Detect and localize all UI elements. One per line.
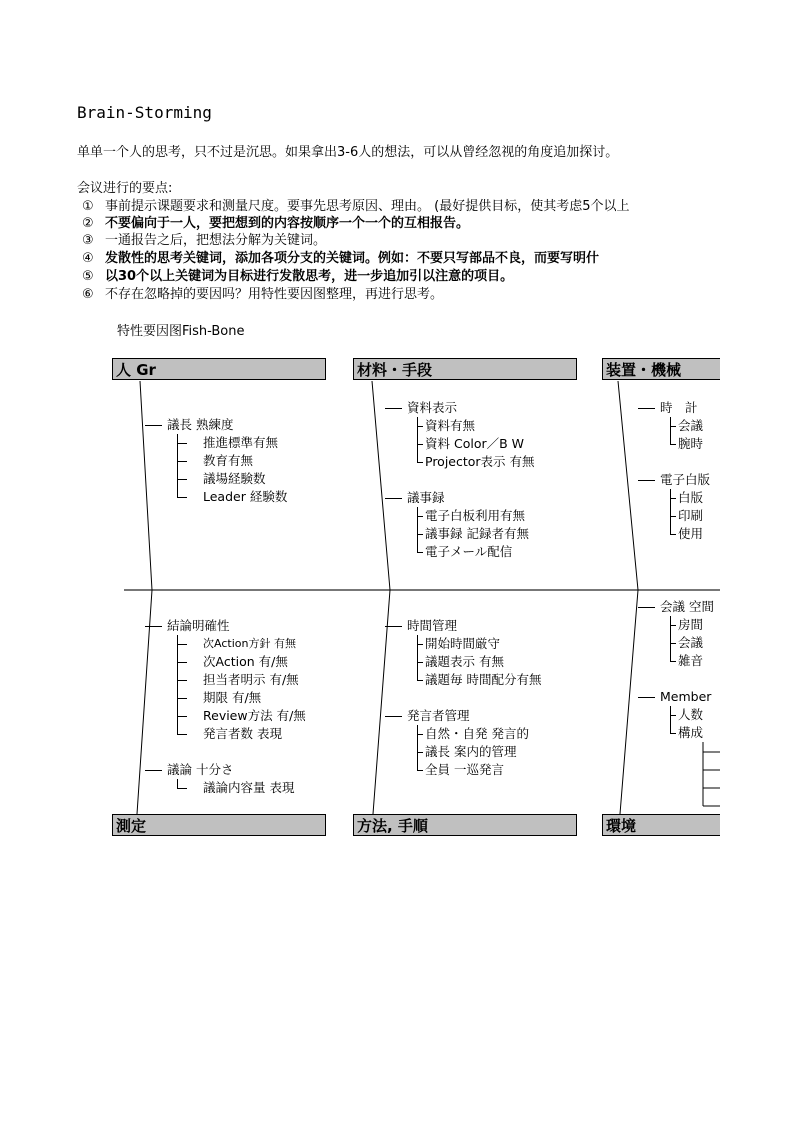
sub-branch-item: 自然・自発 発言的 bbox=[417, 725, 541, 743]
sub-branch-item: 雑音 bbox=[670, 652, 714, 670]
sub-branch-item: 次Action方針 有無 bbox=[177, 635, 306, 653]
sub-branch-list bbox=[177, 434, 287, 506]
sub-branch-item: 期限 有/無 bbox=[177, 689, 306, 707]
sub-branch-item: 会議 bbox=[670, 634, 714, 652]
point-text: 事前提示课题要求和测量尺度。要事先思考原因、理由。 (最好提供目标，使其考虑5个以上 bbox=[105, 199, 630, 214]
sub-branch-item: 担当者明示 有/無 bbox=[177, 671, 306, 689]
sub-branch-item: 議論内容量 表現 bbox=[177, 779, 306, 797]
branch-head: 議事録 bbox=[407, 489, 535, 507]
branch-people bbox=[167, 416, 287, 506]
sub-branch-item: 推進標準有無 bbox=[177, 434, 287, 452]
sub-branch-item: 議題表示 有無 bbox=[417, 653, 541, 671]
point-number: ④ bbox=[82, 251, 94, 266]
category-machine: 装置・機械 bbox=[602, 358, 720, 380]
branch-head: 結論明確性 bbox=[167, 617, 306, 635]
branch-material bbox=[407, 399, 535, 561]
point-text: 不存在忽略掉的要因吗？用特性要因图整理，再进行思考。 bbox=[105, 287, 444, 302]
sub-branch-list bbox=[670, 616, 714, 670]
sub-branch-item: 全員 一巡発言 bbox=[417, 761, 541, 779]
sub-branch-item: 構成 bbox=[670, 724, 714, 742]
point-number: ① bbox=[82, 199, 94, 214]
point-number: ② bbox=[82, 216, 94, 231]
sub-branch-item: 議場経験数 bbox=[177, 470, 287, 488]
category-measure: 測定 bbox=[112, 814, 326, 836]
point-text: 不要偏向于一人，要把想到的内容按顺序一个一个的互相报告。 bbox=[105, 216, 470, 231]
sub-branch-list bbox=[417, 635, 541, 689]
bone-machine-environment bbox=[618, 381, 638, 814]
sub-branch-list bbox=[670, 706, 714, 742]
sub-branch-list bbox=[417, 507, 535, 561]
sub-branch-list bbox=[417, 725, 541, 779]
branch-machine bbox=[660, 399, 710, 543]
point-text: 发散性的思考关键词，添加各项分支的关键词。例如：不要只写部品不良，而要写明什 bbox=[105, 251, 600, 266]
sub-branch-item: 資料 Color／B W bbox=[417, 435, 535, 453]
branch-head: 時間管理 bbox=[407, 617, 541, 635]
branch-environment bbox=[660, 598, 714, 742]
sub-branch-item: 議長 案内的管理 bbox=[417, 743, 541, 761]
sub-branch-item: 腕時 bbox=[670, 435, 710, 453]
sub-branch-item: 議題毎 時間配分有無 bbox=[417, 671, 541, 689]
sub-branch-list bbox=[177, 779, 306, 797]
point-number: ⑥ bbox=[82, 287, 94, 302]
sub-branch-item: 発言者数 表現 bbox=[177, 725, 306, 743]
sub-branch-item: Review方法 有/無 bbox=[177, 707, 306, 725]
branch-head: 会議 空間 bbox=[660, 599, 714, 614]
branch-method bbox=[407, 617, 541, 779]
branch-measure bbox=[167, 617, 306, 797]
point-text: 以30个以上关键词为目标进行发散思考，进一步追加引以注意的项目。 bbox=[105, 269, 514, 284]
sub-branch-item: 議事録 記録者有無 bbox=[417, 525, 535, 543]
sub-branch-item: 電子メール配信 bbox=[417, 543, 535, 561]
sub-branch-item: 資料有無 bbox=[417, 417, 535, 435]
sub-branch-item: 印刷 bbox=[670, 507, 710, 525]
branch-head: 発言者管理 bbox=[407, 707, 541, 725]
sub-branch-list bbox=[417, 417, 535, 471]
branch-head: 議論 十分さ bbox=[167, 761, 306, 779]
sub-branch-item: Leader 経験数 bbox=[177, 488, 287, 506]
branch-head: Member bbox=[660, 688, 714, 706]
category-material: 材料・手段 bbox=[353, 358, 577, 380]
sub-branch-item: Projector表示 有無 bbox=[417, 453, 535, 471]
page-title: Brain-Storming bbox=[77, 103, 212, 122]
sub-branch-list bbox=[670, 417, 710, 453]
branch-head: 時 計 bbox=[660, 399, 710, 417]
point-number: ③ bbox=[82, 233, 94, 248]
sub-branch-list bbox=[670, 489, 710, 543]
branch-head: 資料表示 bbox=[407, 399, 535, 417]
sub-branch-item: 開始時間厳守 bbox=[417, 635, 541, 653]
points-heading: 会议进行的要点: bbox=[77, 181, 173, 196]
sub-branch-item: 次Action 有/無 bbox=[177, 653, 306, 671]
bone-people-measure bbox=[137, 381, 152, 814]
sub-branch-item: 房間 bbox=[670, 616, 714, 634]
sub-branch-item: 教育有無 bbox=[177, 452, 287, 470]
sub-branch-item: 白版 bbox=[670, 489, 710, 507]
fishbone-title: 特性要因图Fish-Bone bbox=[117, 324, 245, 339]
branch-head: 議長 熟練度 bbox=[167, 416, 287, 434]
intro-paragraph: 单单一个人的思考，只不过是沉思。如果拿出3-6人的想法，可以从曾经忽视的角度追加探讨。 bbox=[77, 145, 619, 160]
sub-branch-item: 会議 bbox=[670, 417, 710, 435]
point-text: 一通报告之后，把想法分解为关键词。 bbox=[105, 233, 327, 248]
sub-branch-item: 使用 bbox=[670, 525, 710, 543]
category-method: 方法, 手順 bbox=[353, 814, 577, 836]
sub-branch-list bbox=[177, 635, 306, 743]
branch-head: 電子白版 bbox=[660, 472, 711, 487]
category-environment: 環境 bbox=[602, 814, 720, 836]
category-people: 人 Gr bbox=[112, 358, 326, 380]
sub-branch-item: 電子白板利用有無 bbox=[417, 507, 535, 525]
point-number: ⑤ bbox=[82, 269, 94, 284]
bone-material-method bbox=[372, 381, 390, 814]
sub-branch-item: 人数 bbox=[670, 706, 714, 724]
